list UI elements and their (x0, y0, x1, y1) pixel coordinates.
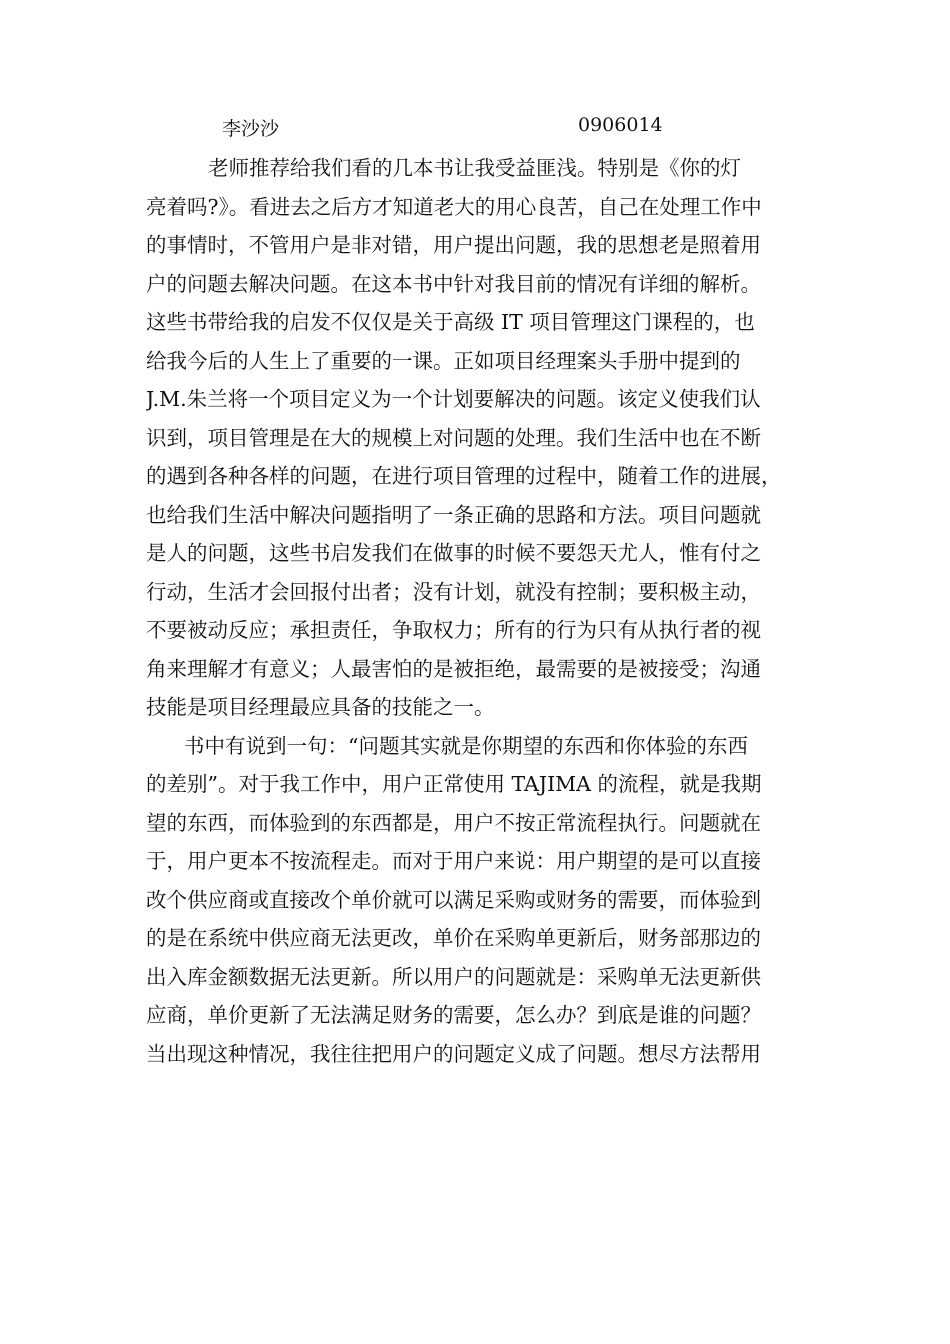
paragraph-2-line: 书中有说到一句：“问题其实就是你期望的东西和你体验的东西 (184, 733, 748, 758)
paragraph-1-line: 户的问题去解决问题。在这本书中针对我目前的情况有详细的解析。 (146, 271, 761, 296)
paragraph-1-line: 是人的问题，这些书启发我们在做事的时候不要怨天尤人，惟有付之 (146, 541, 761, 565)
paragraph-1-line: 也给我们生活中解决问题指明了一条正确的思路和方法。项目问题就 (146, 502, 761, 527)
paragraph-2-line: 改个供应商或直接改个单价就可以满足采购或财务的需要，而体验到 (146, 887, 761, 912)
paragraph-1-line: J.M.朱兰将一个项目定义为一个计划要解决的问题。该定义使我们认 (146, 387, 761, 411)
document-header (0, 110, 950, 144)
paragraph-2-line: 应商，单价更新了无法满足财务的需要，怎么办？到底是谁的问题？ (146, 1003, 761, 1027)
paragraph-1-line: 给我今后的人生上了重要的一课。正如项目经理案头手册中提到的 (146, 348, 741, 373)
paragraph-2-line: 于，用户更本不按流程走。而对于用户来说：用户期望的是可以直接 (146, 849, 761, 873)
author-name: 李沙沙 (222, 118, 280, 140)
paragraph-1-line: 的遇到各种各样的问题，在进行项目管理的过程中，随着工作的进展， (146, 464, 782, 488)
paragraph-2-line: 当出现这种情况，我往往把用户的问题定义成了问题。想尽方法帮用 (146, 1041, 761, 1066)
student-id: 0906014 (578, 114, 663, 136)
paragraph-1-line: 行动，生活才会回报付出者；没有计划，就没有控制；要积极主动， (146, 579, 761, 604)
paragraph-1-line: 识到，项目管理是在大的规模上对问题的处理。我们生活中也在不断 (146, 425, 761, 450)
paragraph-1-line: 技能是项目经理最应具备的技能之一。 (146, 695, 495, 719)
paragraph-1-line: 这些书带给我的启发不仅仅是关于高级 IT 项目管理这门课程的，也 (146, 310, 755, 334)
paragraph-1-line: 不要被动反应；承担责任，争取权力；所有的行为只有从执行者的视 (146, 618, 761, 642)
paragraph-2-line: 的是在系统中供应商无法更改，单价在采购单更新后，财务部那边的 (146, 926, 761, 950)
paragraph-1-line: 的事情时，不管用户是非对错，用户提出问题，我的思想老是照着用 (146, 233, 761, 257)
paragraph-1-line: 亮着吗?》。看进去之后方才知道老大的用心良苦，自己在处理工作中 (146, 194, 762, 219)
paragraph-2-line: 出入库金额数据无法更新。所以用户的问题就是：采购单无法更新供 (146, 964, 761, 989)
essay-body (146, 149, 806, 1073)
paragraph-2-line: 望的东西，而体验到的东西都是，用户不按正常流程执行。问题就在 (146, 810, 761, 835)
paragraph-1-line: 角来理解才有意义；人最害怕的是被拒绝，最需要的是被接受；沟通 (146, 656, 761, 681)
paragraph-1-line: 老师推荐给我们看的几本书让我受益匪浅。特别是《你的灯 (208, 156, 741, 180)
paragraph-2-line: 的差别”。对于我工作中，用户正常使用 TAJIMA 的流程，就是我期 (146, 772, 762, 796)
